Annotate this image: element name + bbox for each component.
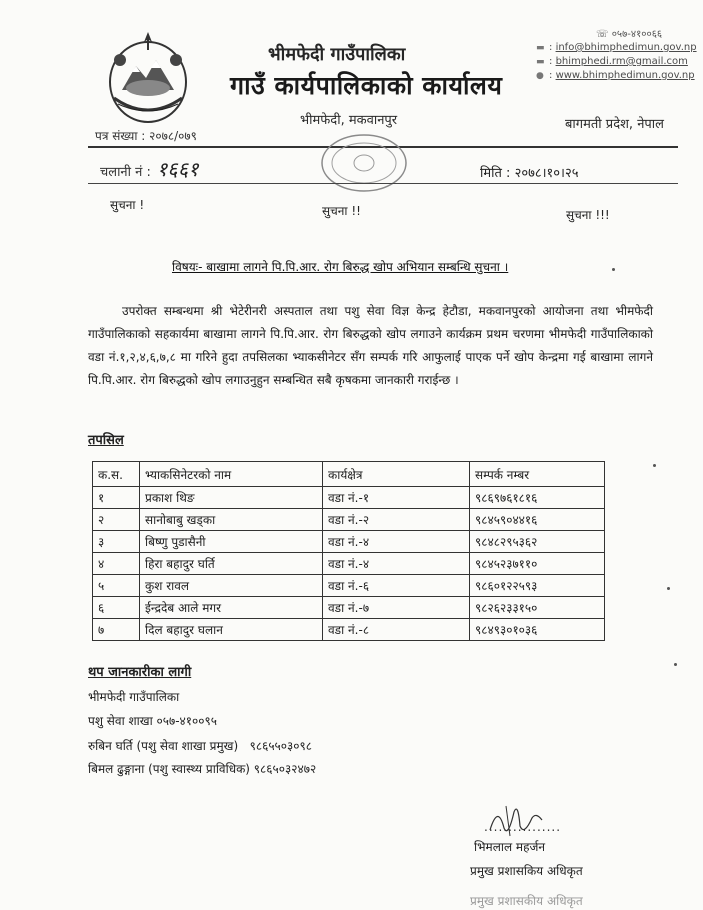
col-contact-number: सम्पर्क नम्बर bbox=[470, 462, 605, 487]
serial-cell: ७ bbox=[93, 619, 140, 641]
details-heading: तपसिल bbox=[88, 433, 124, 448]
notice-label-1: सुचना ! bbox=[110, 198, 145, 212]
ward-cell: वडा नं.-४ bbox=[323, 553, 470, 575]
col-vaccinator-name: भ्याकसिनेटरको नाम bbox=[140, 462, 323, 487]
office-name: गाउँ कार्यपालिकाको कार्यालय bbox=[230, 71, 503, 100]
envelope-icon: ▬ bbox=[536, 43, 545, 53]
serial-cell: २ bbox=[93, 509, 140, 531]
ward-cell: वडा नं.-७ bbox=[323, 597, 470, 619]
nepal-emblem-logo bbox=[100, 30, 196, 130]
col-work-area: कार्यक्षेत्र bbox=[323, 462, 470, 487]
name-cell: सानोबाबु खड्का bbox=[140, 509, 323, 531]
table-header-row bbox=[93, 462, 605, 487]
name-cell: ईन्द्रदेब आले मगर bbox=[140, 597, 323, 619]
signature-dotted-line: ................ bbox=[484, 820, 562, 834]
more-info-line: रुबिन घर्ति (पशु सेवा शाखा प्रमुख) ९८६५५०३०९८ bbox=[88, 739, 312, 753]
reference-number: पत्र संख्या : २०७८/०७९ bbox=[95, 129, 197, 143]
paper-speck bbox=[674, 663, 677, 666]
paper-speck bbox=[667, 587, 670, 590]
faded-stamp-text: प्रमुख प्रशासकीय अधिकृत bbox=[470, 894, 583, 908]
table-row bbox=[93, 553, 605, 575]
paper-speck bbox=[653, 464, 656, 467]
header-rule-bottom bbox=[88, 183, 678, 184]
phone-cell: ९८६९७६१८१६ bbox=[470, 487, 605, 509]
notice-label-3: सुचना !!! bbox=[566, 208, 610, 222]
office-address: भीमफेदी, मकवानपुर bbox=[300, 113, 398, 128]
phone-number: ☏ ०५७-४१००६६ bbox=[596, 29, 663, 40]
table-row bbox=[93, 575, 605, 597]
name-cell: हिरा बहादुर घर्ति bbox=[140, 553, 323, 575]
serial-cell: ४ bbox=[93, 553, 140, 575]
more-info-heading: थप जानकारीका लागी bbox=[88, 665, 192, 680]
more-info-line: पशु सेवा शाखा ०५७-४१००९५ bbox=[88, 714, 217, 728]
table-row bbox=[93, 531, 605, 553]
province-label: बागमती प्रदेश, नेपाल bbox=[565, 117, 664, 132]
phone-cell: ९८४९३०१०३६ bbox=[470, 619, 605, 641]
signatory-title: प्रमुख प्रशासकिय अधिकृत bbox=[470, 864, 583, 878]
contact-website[interactable]: ● : www.bhimphedimun.gov.np bbox=[536, 70, 695, 81]
body-paragraph: उपरोक्त सम्बन्धमा श्री भेटेरीनरी अस्पताल तथा पशु सेवा विज्ञ केन्द्र हेटौडा, मकवानपुरको आयोजना तथा भीमफेदी गाउँपालिकाको सहकार्यमा बाखामा लागने पि.पि.आर. रोग बिरुद्धको खोप लगाउने कार्यक्रम प्रथम चरणमा भीमफेदी गाउँपालिकाको वडा नं.१,२,४,६,७,८ मा गरिने हुदा तपसिलका भ्याकसीनेटर सँग सम्पर्क गरि आफुलाई पाएक पर्ने खोप केन्द्रमा गई बाखामा लागने पि.पि.आर. रोग बिरुद्धको खोप लगाउनुहुन सम्बन्धित सबै कृषकमा जानकारी गराईन्छ । bbox=[88, 304, 653, 387]
phone-cell: ९८६०१२२५९३ bbox=[470, 575, 605, 597]
serial-cell: ६ bbox=[93, 597, 140, 619]
serial-cell: १ bbox=[93, 487, 140, 509]
name-cell: कुश रावल bbox=[140, 575, 323, 597]
name-cell: बिष्णु पुडासैनी bbox=[140, 531, 323, 553]
table-row bbox=[93, 509, 605, 531]
contact-email-2[interactable]: ▬ : bhimphedi.rm@gmail.com bbox=[536, 56, 688, 67]
ward-cell: वडा नं.-१ bbox=[323, 487, 470, 509]
office-stamp bbox=[318, 132, 410, 194]
paper-speck bbox=[612, 268, 615, 271]
dispatch-number: चलानी नं : १६६१ bbox=[100, 157, 199, 181]
serial-cell: ३ bbox=[93, 531, 140, 553]
phone-cell: ९८२६२३३१५० bbox=[470, 597, 605, 619]
table-row bbox=[93, 619, 605, 641]
phone-cell: ९८४५२३७११० bbox=[470, 553, 605, 575]
phone-icon: ☏ bbox=[596, 29, 612, 40]
more-info-line: भीमफेदी गाउँपालिका bbox=[88, 690, 180, 704]
envelope-icon: ▬ bbox=[536, 57, 545, 67]
col-serial: क.स. bbox=[93, 462, 140, 487]
ward-cell: वडा नं.-२ bbox=[323, 509, 470, 531]
signatory-name: भिमलाल महर्जन bbox=[474, 840, 546, 854]
table-row bbox=[93, 597, 605, 619]
letter-date: मिति : २०७८।१०।२५ bbox=[480, 166, 579, 181]
org-name: भीमफेदी गाउँपालिका bbox=[268, 44, 406, 65]
table-row bbox=[93, 487, 605, 509]
notice-label-2: सुचना !! bbox=[322, 204, 361, 218]
phone-cell: ९८४८२९५३६२ bbox=[470, 531, 605, 553]
name-cell: दिल बहादुर घलान bbox=[140, 619, 323, 641]
ward-cell: वडा नं.-८ bbox=[323, 619, 470, 641]
serial-cell: ५ bbox=[93, 575, 140, 597]
ward-cell: वडा नं.-४ bbox=[323, 531, 470, 553]
contact-email-1[interactable]: ▬ : info@bhimphedimun.gov.np bbox=[536, 42, 697, 53]
vaccinator-table bbox=[92, 461, 605, 641]
phone-cell: ९८४५९०४४१६ bbox=[470, 509, 605, 531]
name-cell: प्रकाश थिङ bbox=[140, 487, 323, 509]
subject-line: विषयः- बाखामा लागने पि.पि.आर. रोग बिरुद्ध खोप अभियान सम्बन्धि सुचना । bbox=[172, 260, 509, 274]
globe-icon: ● bbox=[536, 71, 544, 81]
ward-cell: वडा नं.-६ bbox=[323, 575, 470, 597]
more-info-line: बिमल ढुङ्गाना (पशु स्वास्थ्य प्राविधिक) ९८६५०३२४७२ bbox=[88, 762, 317, 776]
